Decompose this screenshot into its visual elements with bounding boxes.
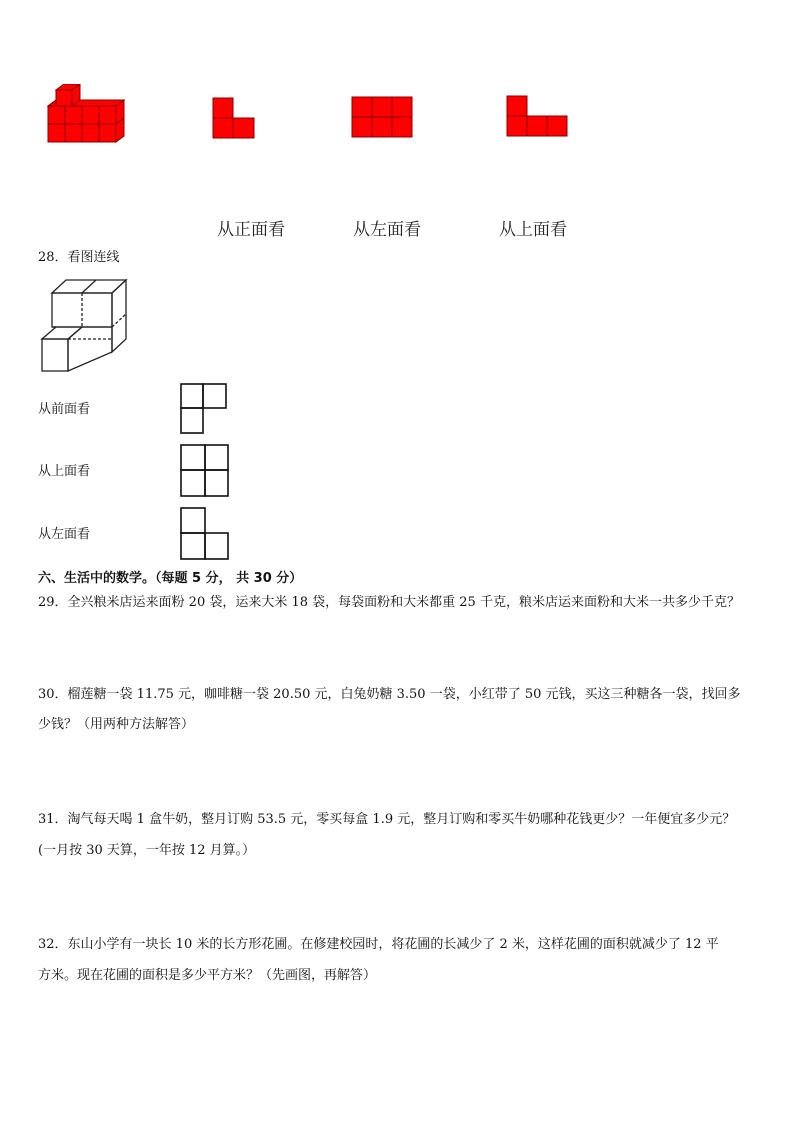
view-label-left: 从左面看 [353, 220, 421, 240]
q28-row-label-top: 从上面看 [38, 464, 91, 479]
q28-view-shape-3[interactable] [179, 506, 231, 562]
question-31 [38, 811, 768, 860]
view-label-front: 从正面看 [217, 220, 285, 240]
question-29 [38, 594, 768, 612]
question-32 [38, 936, 768, 985]
red-view-figure-1 [212, 97, 256, 139]
q28-view-shape-2[interactable] [179, 443, 231, 499]
question-29-line-1: 29．全兴粮米店运来面粉 20 袋，运来大米 18 袋，每袋面粉和大米都重 25 千克，粮米店运来面粉和大米一共多少千克？ [38, 595, 740, 610]
q28-row-label-front: 从前面看 [38, 402, 91, 417]
question-30-line-2: 少钱？（用两种方法解答） [38, 717, 195, 732]
red-cube-3d-figure [44, 84, 126, 146]
q28-view-shape-1[interactable] [179, 382, 229, 436]
question-28-title: 28．看图连线 [38, 250, 120, 265]
question-31-line-1: 31．淘气每天喝 1 盒牛奶，整月订购 53.5 元，零买每盒 1.9 元，整月订购和零买牛奶哪种花钱更少？一年便宜多少元？ [38, 812, 736, 827]
q28-row-label-left: 从左面看 [38, 527, 91, 542]
question-30 [38, 686, 768, 734]
cube-stack-figure [40, 279, 130, 373]
red-view-figure-2 [351, 96, 413, 138]
red-view-figure-3 [506, 95, 568, 137]
question-31-line-2: (一月按 30 天算，一年按 12 月算。） [38, 843, 256, 858]
section-6-header: 六、生活中的数学。（每题 5 分， 共 30 分） [38, 571, 303, 586]
question-32-line-2: 方米。现在花圃的面积是多少平方米？（先画图，再解答） [38, 968, 377, 983]
question-30-line-1: 30．榴莲糖一袋 11.75 元，咖啡糖一袋 20.50 元，白兔奶糖 3.50 一袋，小红带了 50 元钱，买这三种糖各一袋，找回多 [38, 687, 741, 702]
question-32-line-1: 32．东山小学有一块长 10 米的长方形花圃。在修建校园时，将花圃的长减少了 2 米，这样花圃的面积就减少了 12 平 [38, 937, 719, 952]
view-label-top: 从上面看 [499, 220, 567, 240]
